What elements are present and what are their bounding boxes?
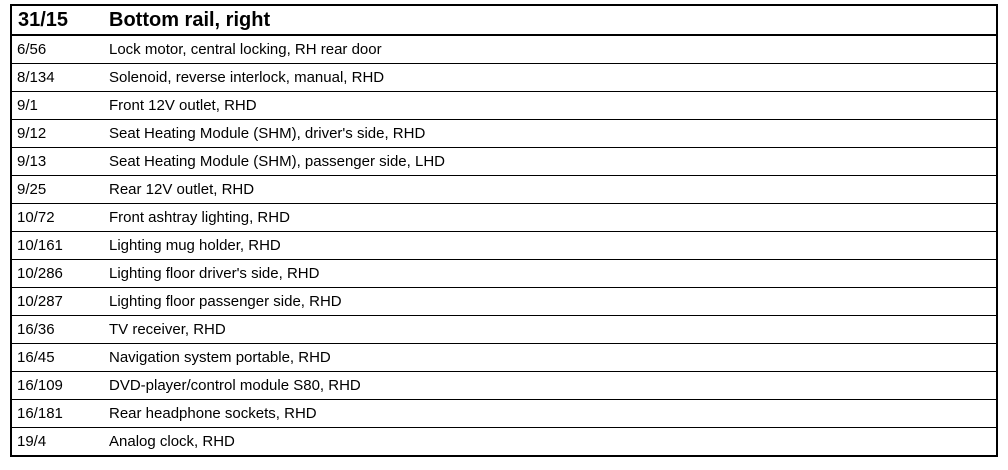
row-code: 16/36	[11, 316, 106, 344]
row-code: 10/287	[11, 288, 106, 316]
row-code: 10/72	[11, 204, 106, 232]
table-row	[11, 316, 997, 344]
row-code: 8/134	[11, 64, 106, 92]
row-description: Lock motor, central locking, RH rear door	[106, 35, 997, 64]
table-row	[11, 288, 997, 316]
row-description: Front 12V outlet, RHD	[106, 92, 997, 120]
table-row	[11, 204, 997, 232]
table-row	[11, 148, 997, 176]
table-row	[11, 428, 997, 457]
row-description: Lighting floor driver's side, RHD	[106, 260, 997, 288]
row-code: 9/12	[11, 120, 106, 148]
table-row	[11, 92, 997, 120]
row-description: Front ashtray lighting, RHD	[106, 204, 997, 232]
table-row	[11, 176, 997, 204]
row-code: 16/45	[11, 344, 106, 372]
header-code: 31/15	[11, 5, 106, 35]
row-description: Seat Heating Module (SHM), driver's side, RHD	[106, 120, 997, 148]
row-code: 9/13	[11, 148, 106, 176]
row-code: 6/56	[11, 35, 106, 64]
row-description: Lighting mug holder, RHD	[106, 232, 997, 260]
row-description: Seat Heating Module (SHM), passenger side, LHD	[106, 148, 997, 176]
row-code: 16/109	[11, 372, 106, 400]
row-code: 9/25	[11, 176, 106, 204]
row-description: Analog clock, RHD	[109, 433, 235, 450]
table-body	[11, 35, 997, 456]
row-code: 16/181	[11, 400, 106, 428]
row-description: Rear headphone sockets, RHD	[106, 400, 997, 428]
row-description: Rear 12V outlet, RHD	[106, 176, 997, 204]
row-description: Navigation system portable, RHD	[106, 344, 997, 372]
component-table-container	[10, 4, 996, 457]
row-description: TV receiver, RHD	[106, 316, 997, 344]
table-row	[11, 400, 997, 428]
header-row	[11, 5, 997, 35]
component-table	[10, 4, 998, 457]
table-row	[11, 260, 997, 288]
row-description: DVD-player/control module S80, RHD	[106, 372, 997, 400]
row-description: Lighting floor passenger side, RHD	[106, 288, 997, 316]
table-row	[11, 64, 997, 92]
row-code: 10/161	[11, 232, 106, 260]
row-code: 9/1	[11, 92, 106, 120]
header-title: Bottom rail, right	[106, 5, 997, 35]
table-row	[11, 372, 997, 400]
row-code: 10/286	[11, 260, 106, 288]
table-row	[11, 232, 997, 260]
row-code: 19/4	[17, 433, 47, 450]
table-header	[11, 5, 997, 35]
row-description: Solenoid, reverse interlock, manual, RHD	[106, 64, 997, 92]
table-row	[11, 120, 997, 148]
table-row	[11, 35, 997, 64]
table-row	[11, 344, 997, 372]
